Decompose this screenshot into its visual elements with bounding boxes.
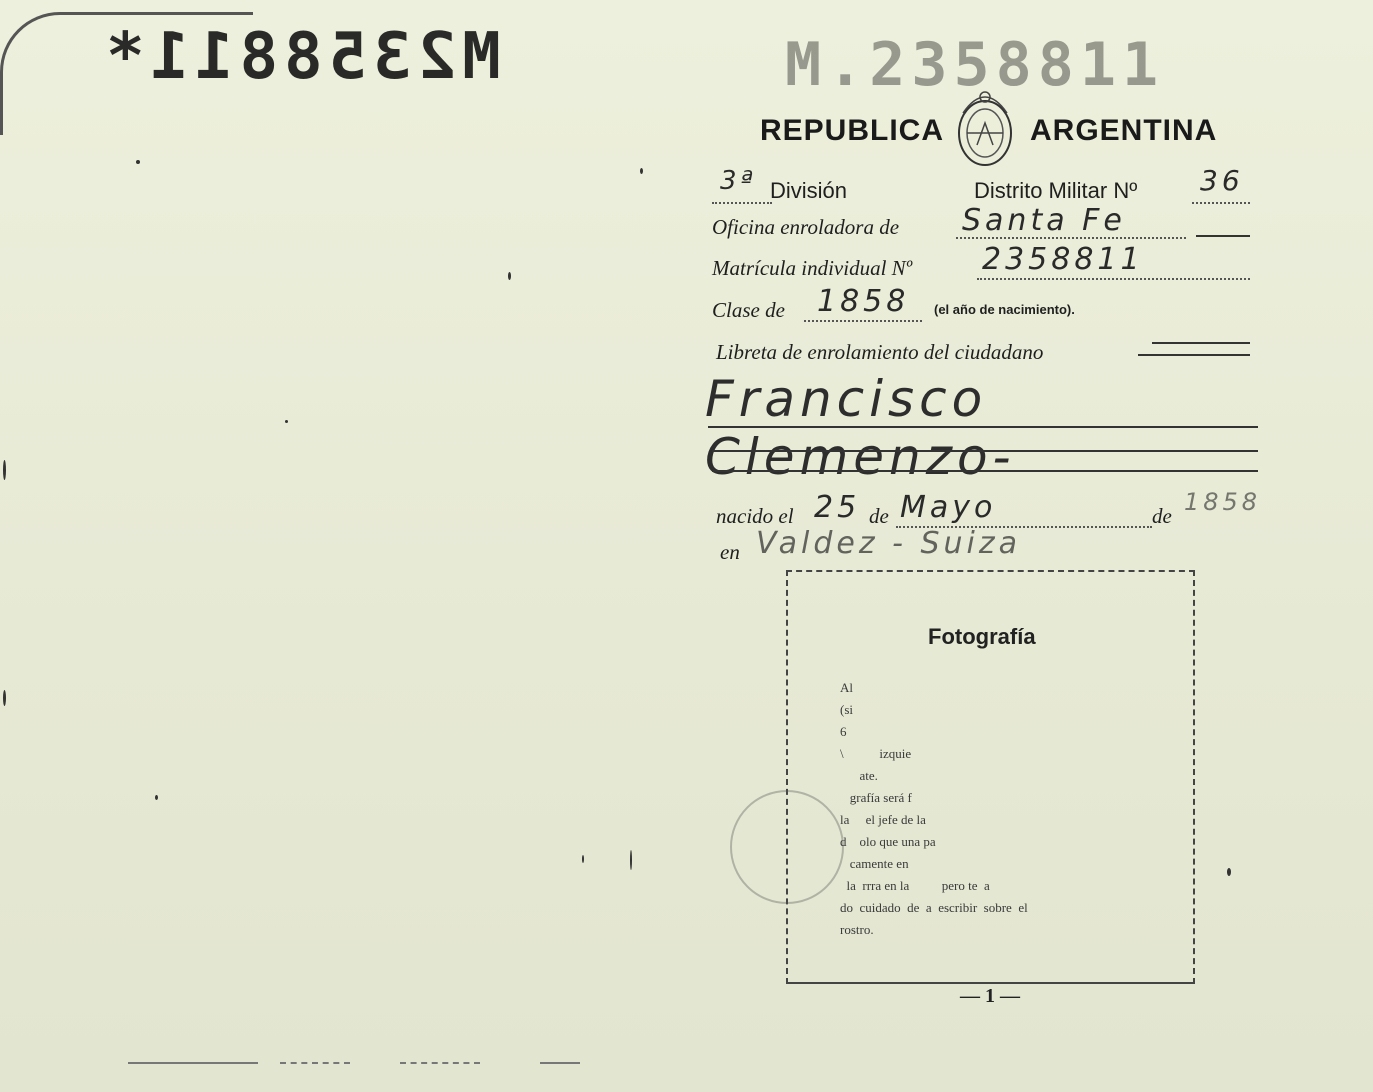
office-row bbox=[712, 205, 1252, 245]
born-year-de-label: de bbox=[1152, 504, 1172, 528]
faded-stamp-mark bbox=[730, 790, 844, 904]
born-de-label: de bbox=[869, 504, 889, 528]
division-label: División bbox=[770, 178, 848, 203]
birth-place: Valdez - Suiza bbox=[756, 526, 1021, 561]
clase-value: 1858 bbox=[817, 284, 910, 319]
born-in-label: en bbox=[720, 540, 740, 564]
perforated-serial-number-faded: M.2358811 bbox=[785, 30, 1165, 100]
clase-label: Clase de bbox=[712, 298, 785, 322]
birth-day: 25 bbox=[814, 490, 861, 525]
photo-box bbox=[786, 570, 1195, 984]
office-label: Oficina enroladora de bbox=[712, 215, 900, 239]
office-value: Santa Fe bbox=[962, 203, 1126, 238]
photo-instructions: Al (si 6 \ izquie ate. grafía será f la el jefe de la d olo que una pa camente en la rrra en la pero te a do cuidado de a escribir sobre el rostro. bbox=[840, 680, 1028, 937]
header-argentina: ARGENTINA bbox=[1030, 114, 1218, 147]
matricula-value: 2358811 bbox=[982, 242, 1144, 277]
matricula-row bbox=[712, 242, 1252, 286]
district-number: 36 bbox=[1200, 164, 1244, 197]
page-number: — 1 — bbox=[960, 985, 1020, 1007]
matricula-label: Matrícula individual Nº bbox=[712, 256, 913, 280]
libreta-label: Libreta de enrolamiento del ciudadano bbox=[716, 340, 1044, 364]
birth-month: Mayo bbox=[900, 490, 997, 525]
clase-row bbox=[712, 284, 1252, 328]
birth-year: 1858 bbox=[1184, 488, 1262, 516]
coat-of-arms-icon bbox=[955, 83, 1015, 173]
perforated-serial-number: M2358811* bbox=[100, 20, 501, 94]
photo-title: Fotografía bbox=[928, 624, 1036, 649]
division-number: 3ª bbox=[720, 166, 757, 196]
citizen-name: Francisco Clemenzo- bbox=[705, 370, 1016, 486]
division-row bbox=[712, 164, 1252, 208]
header-republica: REPUBLICA bbox=[760, 114, 945, 147]
libreta-row bbox=[712, 330, 1252, 370]
document-header bbox=[760, 108, 1218, 168]
born-label: nacido el bbox=[716, 504, 794, 528]
birth-place-row bbox=[712, 526, 1252, 570]
district-label: Distrito Militar Nº bbox=[974, 178, 1138, 203]
clase-note: (el año de nacimiento). bbox=[934, 302, 1075, 317]
